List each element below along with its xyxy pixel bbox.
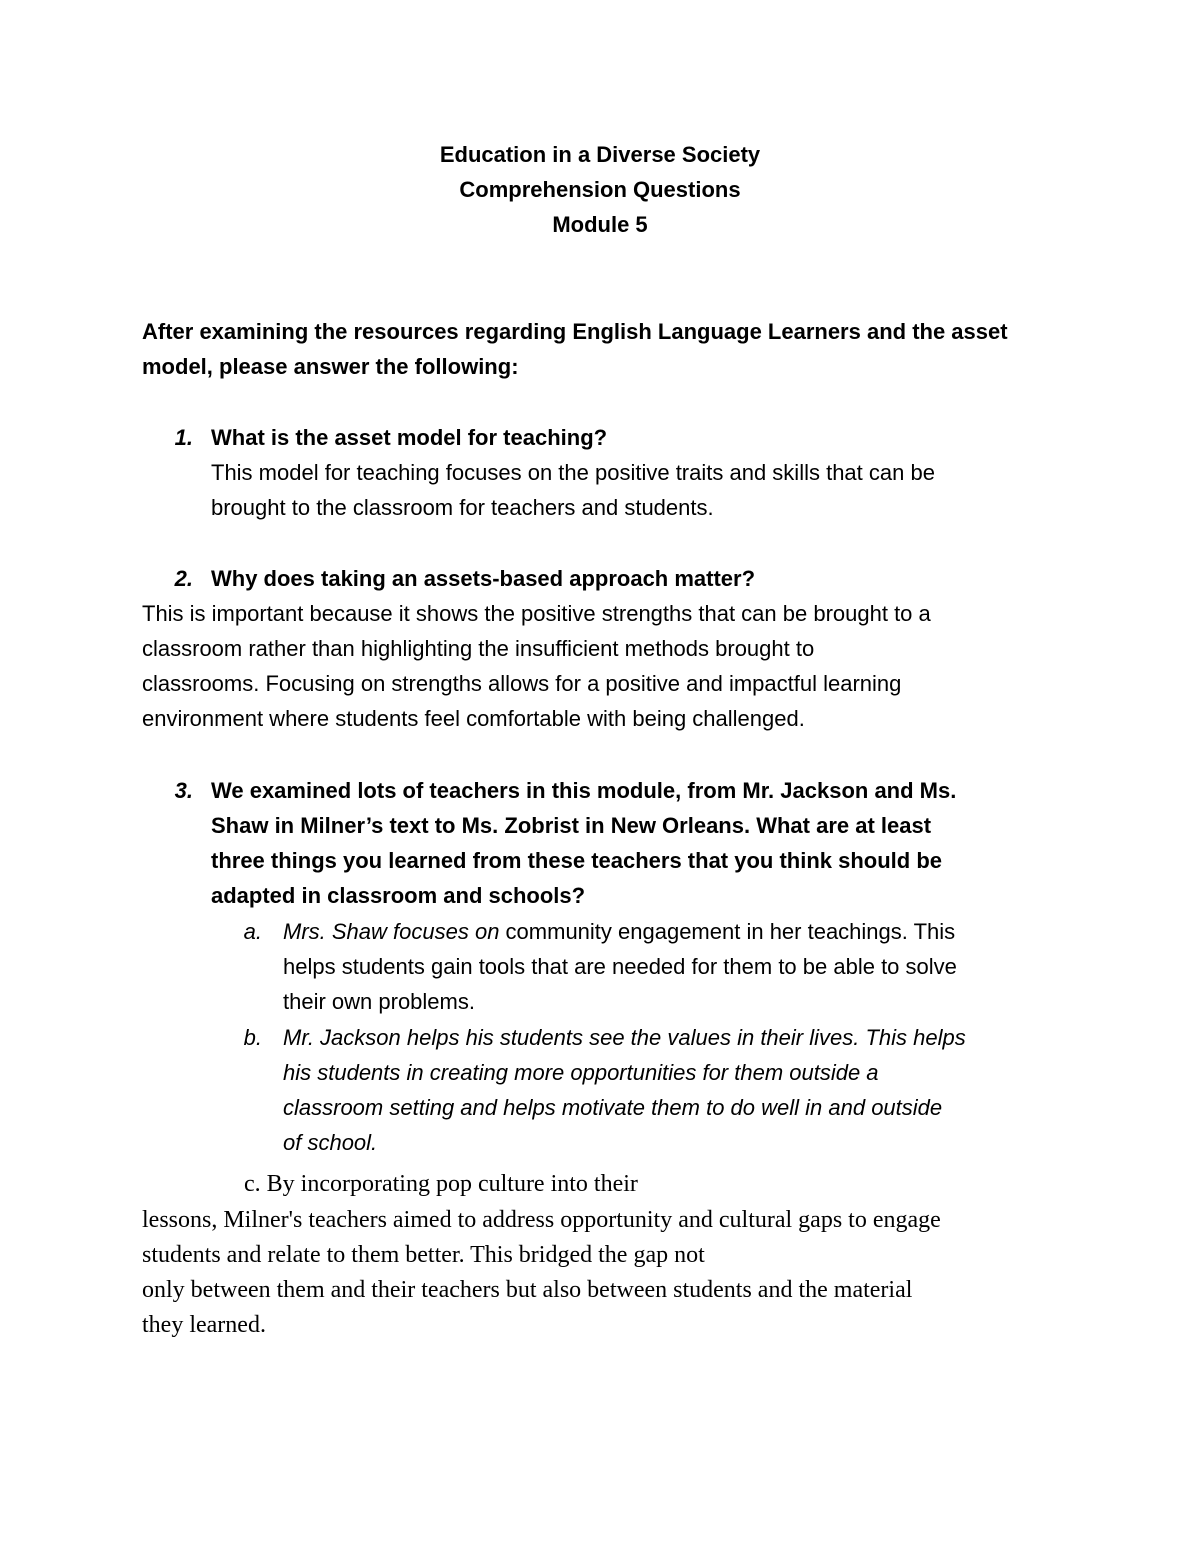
- intro-line-2: model, please answer the following:: [142, 354, 519, 379]
- q3-question-line-1: We examined lots of teachers in this module, from Mr. Jackson and Ms.: [211, 778, 957, 803]
- q3-answer-a-letter: a.: [243, 919, 262, 944]
- intro-line-1: After examining the resources regarding English Language Learners and the asset: [142, 319, 1008, 344]
- q3-answer-a-rest: community engagement in her teachings. This: [499, 919, 956, 944]
- q3-answer-c-line-4: only between them and their teachers but also between students and the material: [142, 1277, 913, 1303]
- q3-answer-c-line-1: c. By incorporating pop culture into their: [244, 1171, 638, 1197]
- q3-answer-b-line-1: Mr. Jackson helps his students see the values in their lives. This helps: [283, 1025, 966, 1050]
- q3-answer-a-line-2: helps students gain tools that are needed for them to be able to solve: [283, 954, 957, 979]
- document-title: Education in a Diverse Society: [439, 142, 761, 167]
- q3-answer-a-line-1: [283, 914, 955, 949]
- q3-answer-c-line-3: students and relate to them better. This bridged the gap not: [142, 1242, 705, 1268]
- q2-answer-line-3: classrooms. Focusing on strengths allows for a positive and impactful learning: [142, 671, 902, 696]
- q1-number: 1.: [174, 425, 193, 450]
- q3-answer-a-line-3: their own problems.: [283, 989, 475, 1014]
- q1-answer-line-1: This model for teaching focuses on the positive traits and skills that can be: [211, 460, 935, 485]
- q2-answer-line-2: classroom rather than highlighting the insufficient methods brought to: [142, 636, 815, 661]
- module-label: Module 5: [552, 212, 648, 237]
- q2-number: 2.: [174, 566, 193, 591]
- q3-answer-c-line-5: they learned.: [142, 1312, 266, 1338]
- document-subtitle: Comprehension Questions: [459, 177, 741, 202]
- q3-answer-a-italic: Mrs. Shaw focuses on: [283, 919, 500, 944]
- q1-question: What is the asset model for teaching?: [211, 425, 608, 450]
- q3-answer-b-line-3: classroom setting and helps motivate them to do well in and outside: [283, 1095, 943, 1120]
- q3-answer-c-line-2: lessons, Milner's teachers aimed to address opportunity and cultural gaps to engage: [142, 1207, 941, 1233]
- q2-answer-line-1: This is important because it shows the positive strengths that can be brought to a: [142, 601, 931, 626]
- q3-question-line-4: adapted in classroom and schools?: [211, 883, 586, 908]
- q3-answer-b-letter: b.: [243, 1025, 262, 1050]
- q2-question: Why does taking an assets-based approach matter?: [211, 566, 756, 591]
- q2-answer-line-4: environment where students feel comfortable with being challenged.: [142, 706, 805, 731]
- q3-answer-b-line-4: of school.: [283, 1130, 378, 1155]
- q3-question-line-2: Shaw in Milner’s text to Ms. Zobrist in New Orleans. What are at least: [211, 813, 932, 838]
- q3-number: 3.: [174, 778, 193, 803]
- q1-answer-line-2: brought to the classroom for teachers and students.: [211, 495, 714, 520]
- q3-answer-b-line-2: his students in creating more opportunities for them outside a: [283, 1060, 879, 1085]
- q3-question-line-3: three things you learned from these teachers that you think should be: [211, 848, 943, 873]
